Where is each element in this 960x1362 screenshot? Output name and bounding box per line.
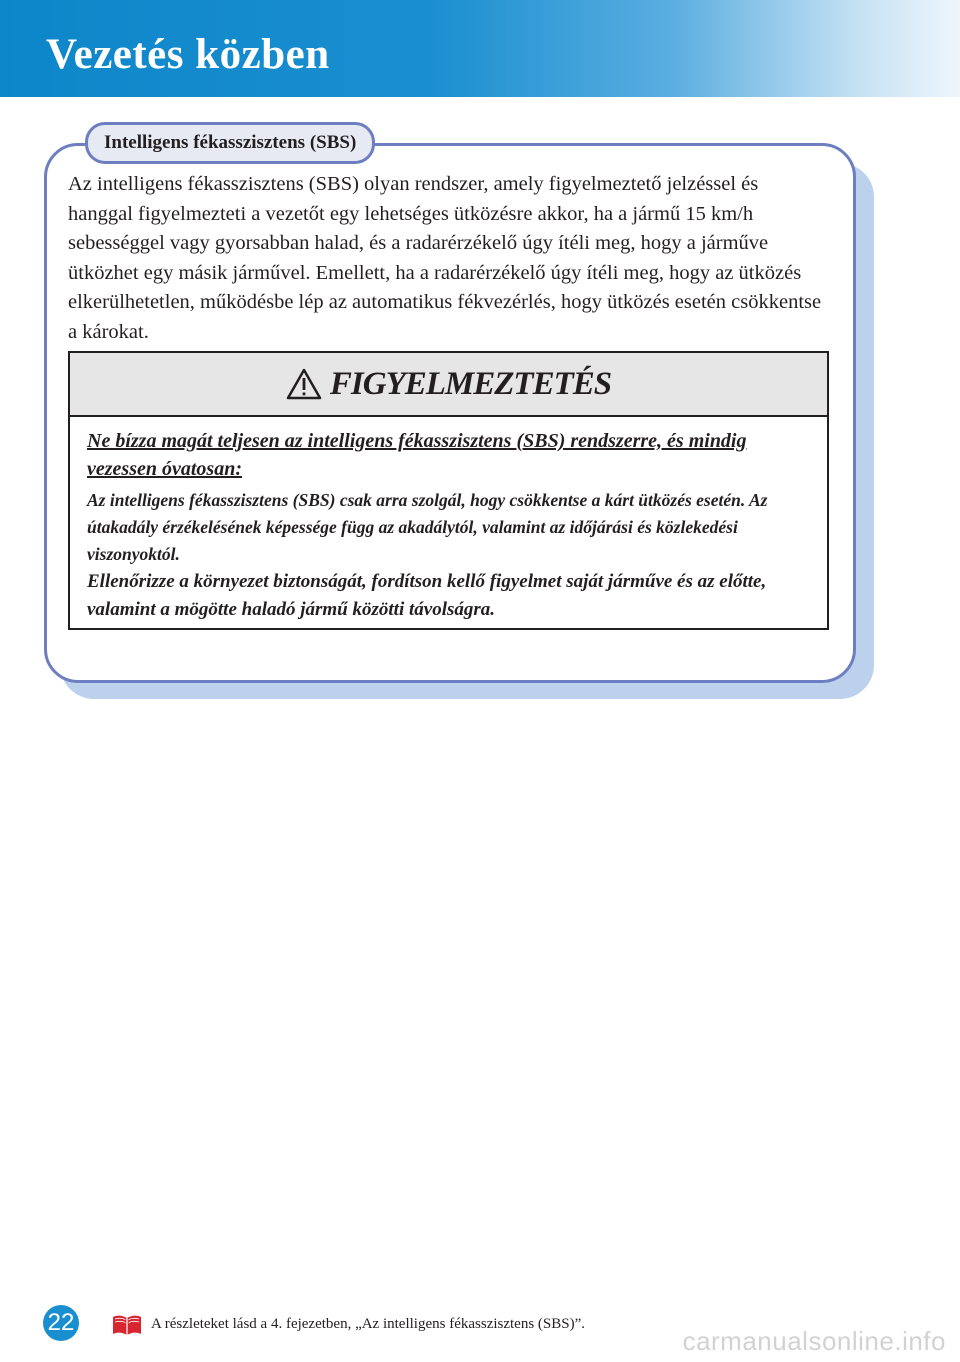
warning-lead: Ne bízza magát teljesen az intelligens fékasszisztens (SBS) rendszerre, és mindig vezessen óvatosan: (87, 430, 747, 480)
section-tab: Intelligens fékasszisztens (SBS) (85, 122, 375, 164)
warning-body (70, 417, 827, 624)
page-header (0, 0, 960, 97)
page-number: 22 (43, 1305, 79, 1341)
intro-paragraph: Az intelligens fékasszisztens (SBS) olyan rendszer, amely figyelmeztető jelzéssel és hanggal figyelmezteti a vezetőt egy lehetséges ütközésre akkor, ha a jármű 15 km/h sebességgel vagy gyorsabban halad, és a radarérzékelő úgy ítéli meg, hogy a járműve ütközhet egy másik járművel. Emellett, ha a radarérzékelő úgy ítéli meg, hogy az ütközés elkerülhetetlen, működésbe lép az automatikus fékvezérlés, hogy ütközés esetén csökkentse a károkat. (68, 173, 822, 343)
book-icon (111, 1313, 143, 1337)
page-title: Vezetés közben (46, 31, 330, 78)
warning-text-2: Ellenőrizze a környezet biztonságát, fordítson kellő figyelmet saját járműve és az előtte, valamint a mögötte haladó jármű közötti távolságra. (87, 571, 767, 620)
warning-text: Az intelligens fékasszisztens (SBS) csak arra szolgál, hogy csökkentse a kárt ütközés esetén. Az útakadály érzékelésének képessége függ az akadálytól, valamint az időjárási és közlekedési viszonyoktól. (87, 490, 768, 564)
warning-box (68, 351, 829, 630)
warning-triangle-icon (286, 367, 322, 401)
warning-header (70, 353, 827, 417)
warning-title: FIGYELMEZTETÉS (329, 365, 612, 402)
watermark: carmanualsonline.info (682, 1326, 946, 1356)
footer-reference: A részleteket lásd a 4. fejezetben, „Az intelligens fékasszisztens (SBS)”. (151, 1316, 586, 1332)
